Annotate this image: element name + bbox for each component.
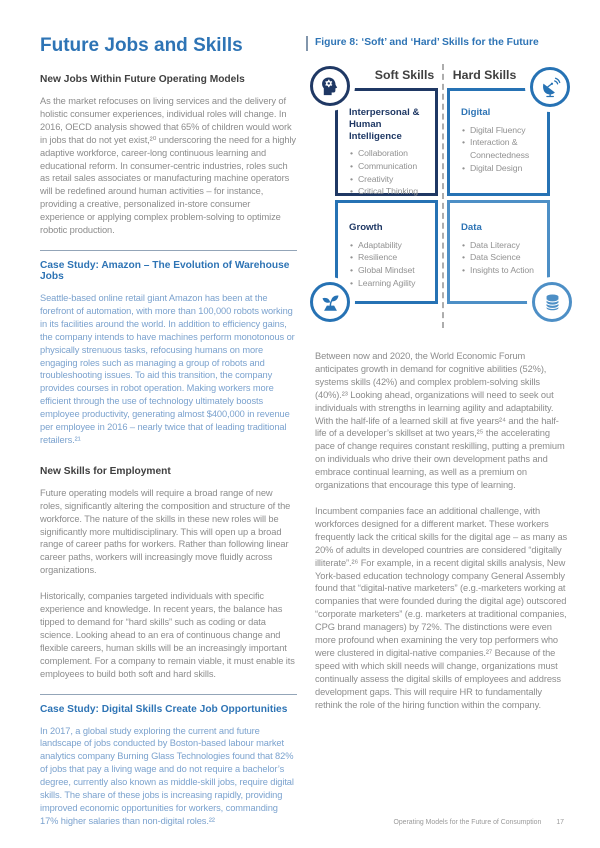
- page-footer: [393, 819, 564, 826]
- case-study-digital-body: In 2017, a global study exploring the current and future landscape of jobs conducted by Boston-based labour market analytics company Burning Glass Technologies found that 82% of jobs that pay a living wage and do not require a bachelor’s degree, currently also known as middle-skill jobs, require digital skills. The share of these jobs is increasing rapidly, providing improved economic opportunities for workers, commanding 17% higher salaries than non-digital roles.²²: [40, 725, 294, 826]
- bullet-item: • Interaction & Connectedness: [461, 136, 541, 161]
- bullet-item: • Learning Agility: [349, 277, 429, 290]
- page-title: Future Jobs and Skills: [40, 35, 243, 56]
- hard-skills-box-data: [447, 200, 550, 304]
- page-number: 17: [556, 819, 564, 826]
- hard-skills-header: Hard Skills: [452, 68, 517, 82]
- figure-title: [315, 36, 568, 50]
- figure-title-text: Figure 8: ‘Soft’ and ‘Hard’ Skills for the Future: [315, 37, 539, 48]
- bullet-item: • Digital Fluency: [461, 124, 541, 137]
- body-paragraph: Between now and 2020, the World Economic Forum anticipates growth in demand for cognitive abilities (52%), systems skills (42%) and complex problem-solving skills (40%).²³ Looking ahead, organizations will need to seek out individuals with strengths in learning agility and adaptability. With the half-life of a learned skill at five years²⁴ and the half-life of a developer’s skillset at two years,²⁵ the accelerating pace of change requires constant reskilling, putting a premium on individuals who drive their own development paths and embrace continual learning, as well as a premium on organizations that encourage this type of learning.: [315, 351, 565, 491]
- hard-skills-box-digital: [447, 88, 550, 196]
- footer-report-title: Operating Models for the Future of Consumption: [393, 819, 542, 826]
- bullet-item: • Digital Design: [461, 162, 541, 175]
- body-paragraph: Historically, companies targeted individuals with specific experience and knowledge. In recent years, the balance has tipped to demand for “hard skills” such as coding or data science. Looking ahead to an era of continuous change and flexible careers, human skills will be an increasingly important complement. For a company to remain viable, it must enable its employees to build both soft and hard skills.: [40, 591, 295, 679]
- bullet-item: • Insights to Action: [461, 264, 541, 277]
- figure-dashed-divider: [442, 64, 444, 328]
- bullet-list: [349, 239, 429, 289]
- bullet-item: • Data Science: [461, 251, 541, 264]
- box-title: Interpersonal & Human Intelligence: [349, 107, 420, 142]
- bullet-item: • Collaboration: [349, 147, 429, 160]
- box-title: Growth: [349, 222, 383, 233]
- figure-soft-hard-skills: [315, 62, 568, 338]
- database-icon: [532, 282, 572, 322]
- bullet-list: [461, 239, 541, 277]
- divider: [40, 694, 297, 695]
- bullet-item: • Resilience: [349, 251, 429, 264]
- box-title: Data: [461, 222, 482, 233]
- soft-skills-box-growth: [335, 200, 438, 304]
- divider: [40, 250, 297, 251]
- body-paragraph: As the market refocuses on living services and the delivery of holistic consumer experiences, individual roles will change. In 2016, OECD analysis showed that 65% of children would work in jobs that do not yet exist,²⁰ underscoring the need for a highly adaptive workforce, career-long continuous learning and educational reform. In consumer-centric industries, roles such as retail sales associates or manufacturing machine operators will be redefined around human activities – for instance, providing a creative, personalized in-store consumer experience or applying complex problem-solving to optimize robotic production.: [40, 96, 296, 236]
- figure-title-bar: [306, 36, 308, 51]
- case-study-digital-heading: Case Study: Digital Skills Create Job Opportunities: [40, 703, 288, 715]
- body-paragraph: Future operating models will require a broad range of new roles, significantly altering the composition and structure of the workforce. The nature of the skills in these new roles will be significantly more multidisciplinary. This will open up a broad range of career paths for workers. Rather than following linear career paths, workers will increasingly move fluidly across organizations.: [40, 487, 291, 576]
- bullet-item: • Communication: [349, 160, 429, 173]
- case-study-amazon-body: Seattle-based online retail giant Amazon has been at the forefront of automation, with more than 100,000 robots working in its facilities around the world. In addition to efficiency gains, the company intends to have machines perform monotonous or physically strenuous tasks, refocusing humans on more engaging roles such as managing a group of robots and troubleshooting issues. To aid this transition, the company provides courses in robot operation. Making workers more efficient through the use of technology ultimately boosts employee productivity, generating almost $400,000 in revenue per employee in 2016 – nearly twice that of leading traditional retailers.²¹: [40, 292, 295, 445]
- bullet-list: [461, 124, 541, 174]
- right-column: [315, 36, 568, 724]
- box-title: Digital: [461, 107, 491, 118]
- left-column: [40, 34, 297, 841]
- bullet-item: • Global Mindset: [349, 264, 429, 277]
- sprout-icon: [310, 282, 350, 322]
- soft-skills-box-interpersonal: [335, 88, 438, 196]
- soft-skills-header: Soft Skills: [374, 68, 435, 82]
- bullet-item: • Adaptability: [349, 239, 429, 252]
- case-study-amazon-heading: Case Study: Amazon – The Evolution of Warehouse Jobs: [40, 259, 290, 282]
- body-paragraph: Incumbent companies face an additional challenge, with workforces designed for a different market. These workers frequently lack the critical skills for the digital age – as many as 20% of adults in developed countries are considered “digitally illiterate”.²⁶ For example, in a recent digital skills analysis, New York-based education technology company General Assembly found that “digital-native marketers” (e.g.-marketers working at companies that were founded during the digital age) outscored “corporate marketers” (e.g. marketers at traditional companies, CPG brand managers) by 72%. The distinctions were even more profound when examining the very top performers who were clustered in digital-native companies.²⁷ Because of the speed with which skill needs will change, organizations must continually assess the digital skills of employees and address development gaps. This will require HR to fundamentally rethink the role of the hiring function within the company.: [315, 505, 568, 710]
- head-gear-icon: [310, 66, 350, 106]
- satellite-icon: [530, 67, 570, 107]
- bullet-item: • Creativity: [349, 173, 429, 186]
- bullet-item: • Data Literacy: [461, 239, 541, 252]
- bullet-item: • Critical Thinking: [349, 185, 429, 198]
- section-heading-new-jobs: New Jobs Within Future Operating Models: [40, 74, 245, 85]
- section-heading-new-skills: New Skills for Employment: [40, 465, 171, 477]
